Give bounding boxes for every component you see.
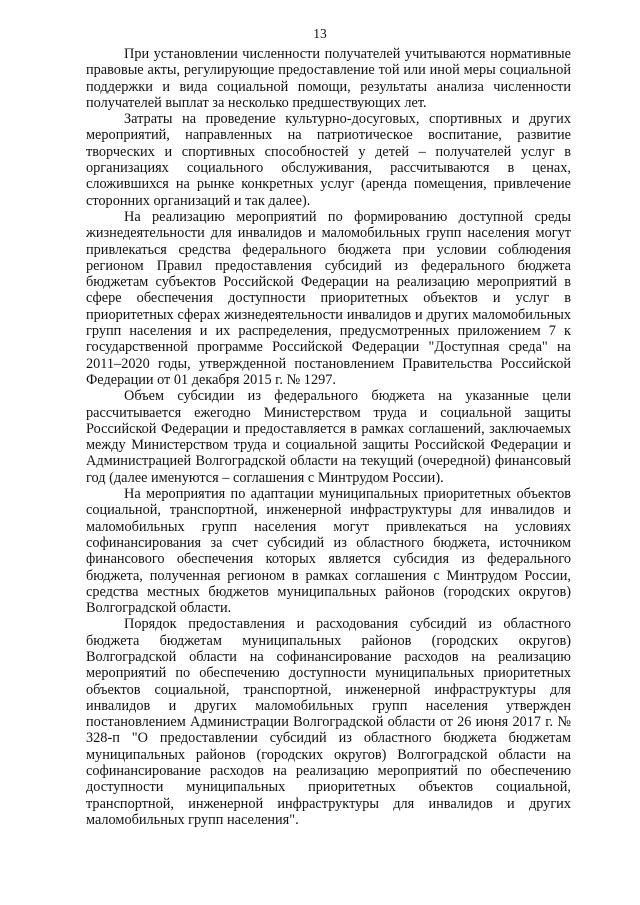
paragraph-subsidy-procedure: Порядок предоставления и расходования субсидий из областного бюджета бюджетам муниципальных районов (городских округов) Волгоградской области на софинансирование расходов на реализацию мероприятий по обеспечению доступности муниципальных приоритетных объектов социальной, транспортной, инженерной инфраструктуры для инвалидов и других маломобильных групп населения утвержден постановлением Администрации Волгоградской области от 26 июня 2017 г. № 328-п "О предоставлении субсидий из областного бюджета бюджетам муниципальных районов (городских округов) Волгоградской области на софинансирование расходов на реализацию мероприятий по обеспечению доступности муниципальных приоритетных объектов социальной, транспортной, инженерной инфраструктуры для инвалидов и других маломобильных групп населения". — [86, 616, 571, 828]
paragraph-municipal-adaptation: На мероприятия по адаптации муниципальных приоритетных объектов социальной, транспортной, инженерной инфраструктуры для инвалидов и маломобильных групп населения могут привлекаться на условиях софинансирования за счет субсидий из областного бюджета, источником финансового обеспечения которых является субсидия из федерального бюджета, полученная регионом в рамках соглашения с Минтрудом России, средства местных бюджетов муниципальных районов (городских округов) Волгоградской области. — [86, 486, 571, 617]
paragraph-subsidy-volume: Объем субсидии из федерального бюджета на указанные цели рассчитывается ежегодно Министерством труда и социальной защиты Российской Федерации и предоставляется в рамках соглашений, заключаемых между Министерством труда и социальной защиты Российской Федерации и Администрацией Волгоградской области на текущий (очередной) финансовый год (далее именуются – соглашения с Минтрудом России). — [86, 388, 571, 486]
page-number: 13 — [313, 26, 327, 41]
paragraph-recipients-count: При установлении численности получателей учитываются нормативные правовые акты, регулирующие предоставление той или иной меры социальной поддержки и вида социальной помощи, результаты анализа численности получателей выплат за несколько предшествующих лет. — [86, 46, 571, 111]
paragraph-accessible-environment: На реализацию мероприятий по формированию доступной среды жизнедеятельности для инвалидов и маломобильных групп населения могут привлекаться средства федерального бюджета при условии соблюдения регионом Правил предоставления субсидий из федерального бюджета бюджетам субъектов Российской Федерации на реализацию мероприятий в сфере обеспечения доступности приоритетных объектов и услуг в приоритетных сферах жизнедеятельности инвалидов и других маломобильных групп населения и их распределения, предусмотренных приложением 7 к государственной программе Российской Федерации "Доступная среда" на 2011–2020 годы, утвержденной постановлением Правительства Российской Федерации от 01 декабря 2015 г. № 1297. — [86, 208, 571, 388]
body-text — [86, 46, 571, 828]
paragraph-leisure-costs: Затраты на проведение культурно-досуговых, спортивных и других мероприятий, направленных на патриотическое воспитание, развитие творческих и спортивных способностей у детей – получателей услуг в организациях социального обслуживания, рассчитываются в ценах, сложившихся на рынке конкретных услуг (аренда помещения, привлечение сторонних организаций и так далее). — [86, 111, 571, 209]
